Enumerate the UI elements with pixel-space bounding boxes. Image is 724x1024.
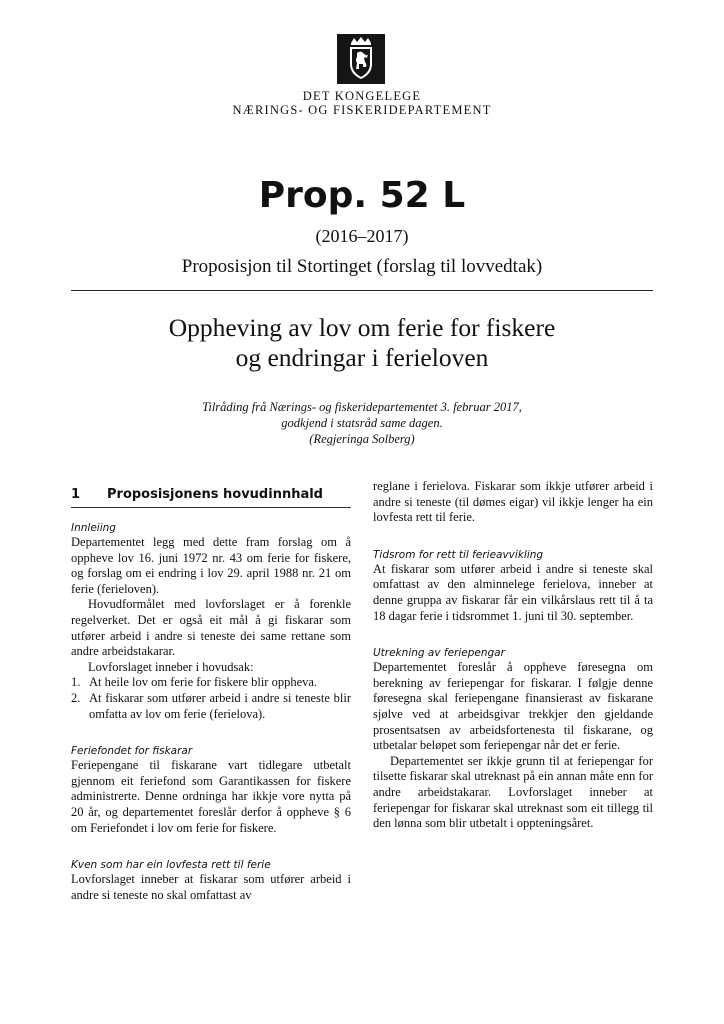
list-item (71, 675, 351, 691)
paragraph: Departementet ser ikkje grunn til at feriepengar for tilsette fiskarar skal utreknast på ein annan måte enn for andre arbeidstakarar. Lovforslaget inneber at feriepengar for fiskarar skal utreknast som eit tillegg til den lønna som blir utbetalt i oppteningsåret. (373, 753, 653, 831)
recommendation-line1: Tilråding frå Nærings- og fiskeridepartementet 3. februar 2017, (202, 400, 522, 414)
list-item-text: At fiskarar som utfører arbeid i andre si teneste blir omfatta av lov om ferie (ferielova). (89, 690, 351, 721)
list-item-text: At heile lov om ferie for fiskere blir oppheva. (89, 675, 318, 690)
paragraph: Lovforslaget inneber i hovudsak: (88, 659, 254, 674)
paragraph: reglane i ferielova. Fiskarar som ikkje utfører arbeid i andre si teneste (til dømes eigar) vil ikkje lenger ha ein lovfesta rett til ferie. (373, 479, 653, 525)
ministry-name-line2: NÆRINGS- OG FISKERIDEPARTEMENT (232, 103, 492, 117)
section-heading (71, 487, 351, 508)
recommendation-line3: (Regjeringa Solberg) (309, 432, 415, 446)
paragraph: At fiskarar som utfører arbeid i andre si teneste skal omfattast av den alminnelege ferielova, inneber at denne gruppa av fiskarar får ein vilkårslaus rett til å ta 18 dagar ferie i tidsrommet 1. juni til 30. september. (373, 561, 653, 623)
coat-of-arms-icon (337, 34, 385, 84)
section-number: 1 (71, 487, 81, 502)
document-title (0, 313, 724, 373)
title-divider (71, 290, 653, 291)
proposition-number: Prop. 52 L (258, 175, 466, 216)
subheading-innleiing: Innleiing (71, 522, 116, 534)
paragraph: Feriepengane til fiskarane vart tidlegare utbetalt gjennom eit feriefond som Garantikassen for fiskere administrerte. Denne ordninga har ikkje vore nytta på 20 år, og departementet foreslår derfor å oppheve § 6 om Feriefondet i lov om ferie for fiskere. (71, 758, 351, 835)
subheading-feriefondet: Feriefondet for fiskarar (71, 745, 193, 758)
paragraph: Departementet foreslår å oppheve føresegna om berekning av feriepengar for fiskarar. I følgje denne føresegna skal feriepengane finansierast av fiskarane sjølve ved at arbeidsgivar trekkjer den gjeldande prosentsatsen av arbeidsfortenesta til fiskarane, og utbetalar beløpet som feriepengar når det er ferie. (373, 660, 653, 753)
subheading-kven: Kven som har ein lovfesta rett til ferie (71, 859, 271, 872)
paragraph: Departementet legg med dette fram forslag om å oppheve lov 16. juni 1972 nr. 43 om ferie for fiskere, og forslag om ei endring i lov 29. april 1988 nr. 21 om ferie (ferieloven). (71, 535, 351, 596)
recommendation-note (0, 399, 724, 447)
left-column (71, 521, 351, 903)
subheading-utrekning: Utrekning av feriepengar (373, 647, 505, 660)
document-title-line2: og endringar i ferieloven (235, 343, 489, 372)
session-years: (2016–2017) (315, 226, 409, 246)
right-column (373, 479, 653, 832)
list-item (71, 691, 351, 722)
document-title-line1: Oppheving av lov om ferie for fiskere (168, 313, 556, 342)
proposition-type: Proposisjon til Stortinget (forslag til lovvedtak) (181, 256, 543, 277)
recommendation-line2: godkjend i statsråd same dagen. (281, 416, 443, 430)
subheading-tidsrom: Tidsrom for rett til ferieavvikling (373, 548, 544, 561)
list-item-number: 2. (71, 690, 81, 705)
ministry-name-line1: DET KONGELEGE (302, 89, 422, 103)
numbered-list (71, 675, 351, 722)
paragraph: Lovforslaget inneber at fiskarar som utfører arbeid i andre si teneste no skal omfattast av (71, 872, 351, 902)
paragraph: Hovudformålet med lovforslaget er å forenkle regelverket. Det er også eit mål å gi fiskarar som utfører arbeid i andre si teneste dei same rettane som andre arbeidstakarar. (71, 597, 351, 659)
list-item-number: 1. (71, 675, 81, 690)
section-title: Proposisjonens hovudinnhald (107, 487, 323, 502)
